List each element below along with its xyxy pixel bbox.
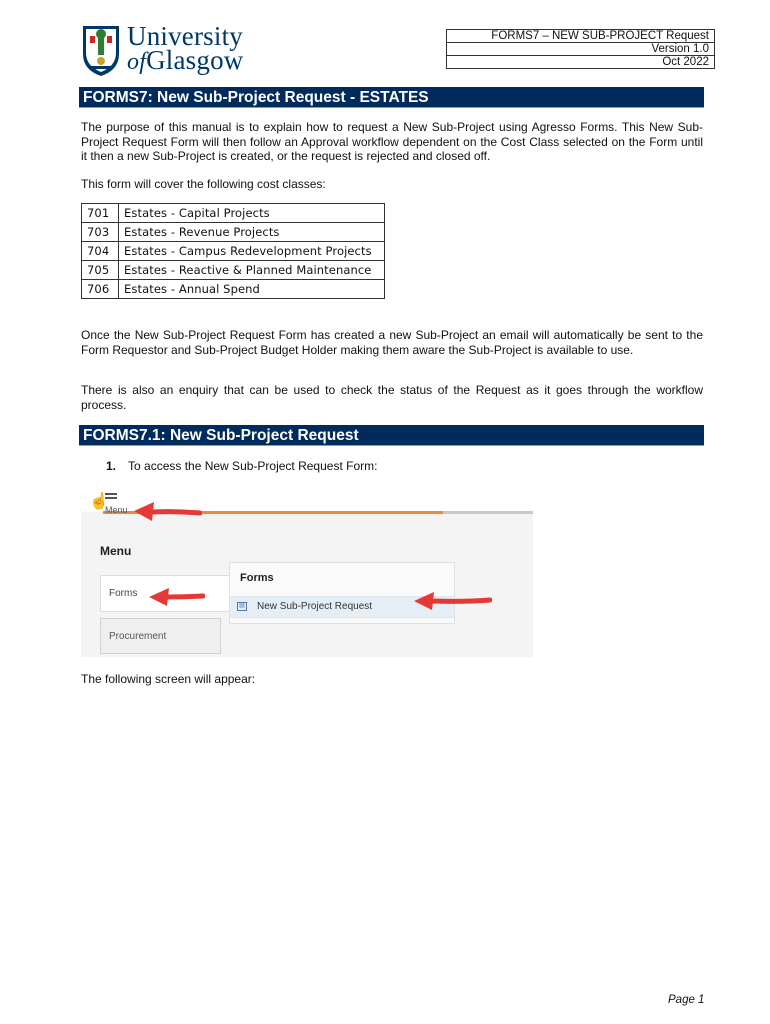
section-heading-forms7-1: FORMS7.1: New Sub-Project Request [79,425,704,446]
red-arrow-icon [130,500,202,524]
logo-wordmark [127,21,244,75]
cost-desc: Estates - Annual Spend [119,280,385,299]
cost-desc: Estates - Revenue Projects [119,223,385,242]
hand-cursor-icon: ☝ [89,493,109,510]
logo-line-glasgow [127,45,244,75]
red-arrow-icon [145,586,205,608]
cost-code: 701 [82,204,119,223]
cost-desc: Estates - Campus Redevelopment Projects [119,242,385,261]
enquiry-paragraph: There is also an enquiry that can be used to check the status of the Request as it goes through the workflow process. [81,383,703,412]
document-info-table [446,29,715,69]
logo-of: of [127,49,147,75]
cost-code: 706 [82,280,119,299]
step-number: 1. [106,459,117,473]
table-row [82,242,385,261]
logo-glasgow: Glasgow [146,45,244,75]
forms-submenu-title: Forms [240,572,274,584]
crest-icon [81,24,121,78]
email-paragraph: Once the New Sub-Project Request Form has created a new Sub-Project an email will automatically be sent to the Form Requestor and Sub-Project Budget Holder making them aware the Sub-Project is available to use. [81,328,703,357]
red-arrow-icon [410,589,492,613]
doc-title: FORMS7 – NEW SUB-PROJECT Request [447,30,715,43]
cost-code: 704 [82,242,119,261]
doc-version: Version 1.0 [447,43,715,56]
section-heading-forms7: FORMS7: New Sub-Project Request - ESTATES [79,87,704,108]
doc-date: Oct 2022 [447,56,715,69]
following-screen-text: The following screen will appear: [81,672,256,686]
logo-line-university: University [127,21,243,51]
page-number: Page 1 [668,994,705,1006]
cost-desc: Estates - Reactive & Planned Maintenance [119,261,385,280]
cost-class-table [81,203,385,299]
menu-small-label[interactable]: Menu [105,505,128,515]
cost-code: 705 [82,261,119,280]
table-row [82,204,385,223]
table-row [82,223,385,242]
new-sub-project-label[interactable]: New Sub-Project Request [257,601,373,612]
university-logo [81,21,256,82]
menu-heading: Menu [100,544,132,558]
form-icon: ▤ [237,602,247,611]
menu-item-procurement[interactable]: Procurement [100,618,221,654]
table-row [82,261,385,280]
step-1 [106,459,377,473]
cost-class-intro: This form will cover the following cost classes: [81,177,326,191]
step-text: To access the New Sub-Project Request Form: [128,459,378,473]
cost-code: 703 [82,223,119,242]
cost-desc: Estates - Capital Projects [119,204,385,223]
intro-paragraph: The purpose of this manual is to explain how to request a New Sub-Project using Agresso Forms. This New Sub-Project Request Form will then follow an Approval workflow dependent on the Cost Class selected on the Form until it then a new Sub-Project is created, or the request is rejected and closed off. [81,120,703,163]
menu-item-forms[interactable]: Forms [100,575,230,612]
table-row [82,280,385,299]
